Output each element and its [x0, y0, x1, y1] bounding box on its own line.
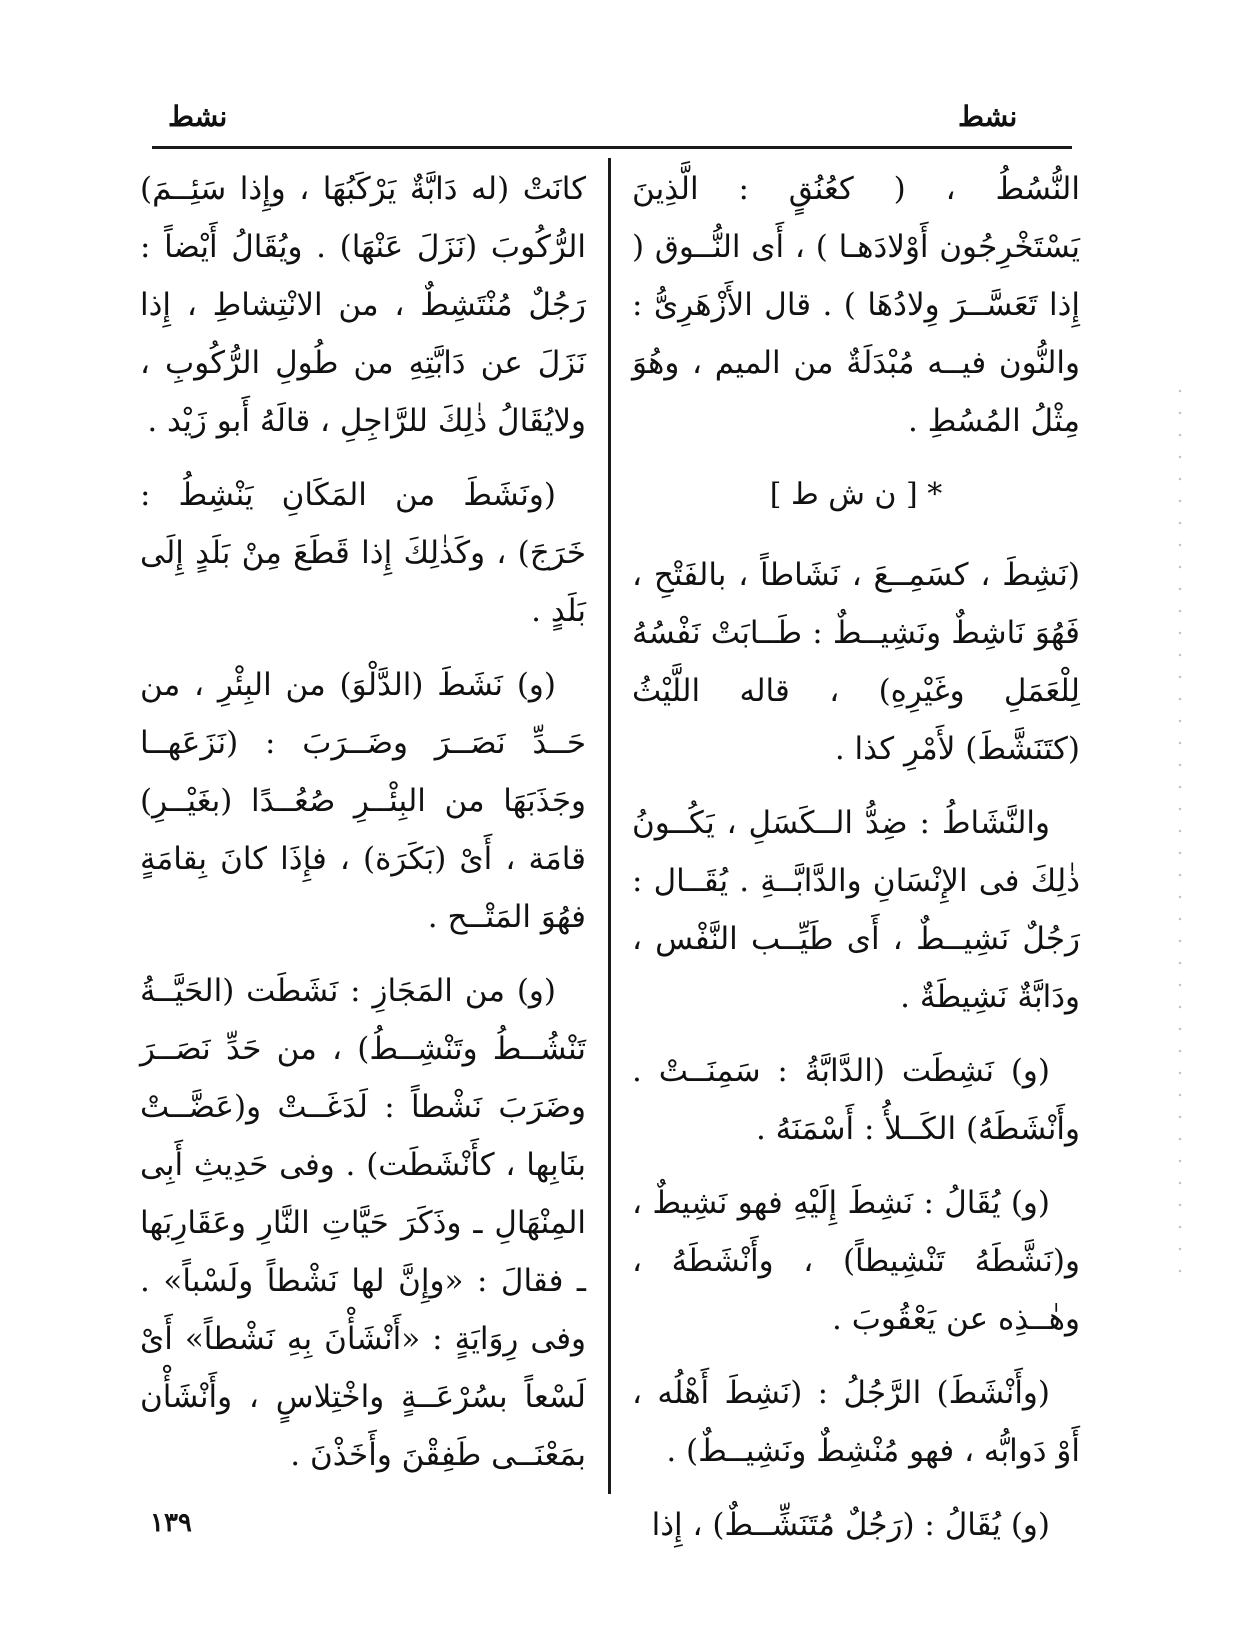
paragraph-nashita: (نَشِطَ ، كسَمِــعَ ، نَشَاطاً ، بالفَتْحِ ، فَهُوَ نَاشِطٌ ونَشِيــطٌ : طَــابَتْ نَفْسُهُ لِلْعَمَلِ وغَيْرِهِ) ، قاله اللَّيْثُ (كتَنَشَّطَ) لأَمْرِ كذا .: [632, 557, 1080, 767]
paragraph-nashita-ilayh: (و) يُقَالُ : نَشِطَ إِلَيْهِ فهو نَشِيطٌ ، و(نَشَّطَهُ تَنْشِيطاً) ، وأَنْشَطَهُ ، وهٰــذِه عن يَعْقُوبَ .: [632, 1185, 1080, 1337]
paragraph-anshata: (وأَنْشَطَ) الرَّجُلُ : (نَشِطَ أَهْلُه ، أَوْ دَوابُّه ، فهو مُنْشِطٌ ونَشِيــطٌ) .: [632, 1375, 1080, 1469]
header-keyword-right: نشط: [958, 100, 1018, 133]
header-keyword-left: نشط: [168, 100, 228, 133]
column-divider: [608, 158, 611, 1494]
margin-scan-marks: [1178, 380, 1182, 1280]
paragraph-almajaz: (و) من المَجَازِ : نَشَطَت (الحَيَّــةُ تَنْشُــطُ وتَنْشِــطُ) ، من حَدِّ نَصَــرَ وضَرَبَ نَشْطاً : لَدَغَــتْ و(عَضَّــتْ بنَابِها ، كأَنْشَطَت) . وفى حَدِيثِ أَبِى المِنْهَالِ ـ وذَكَرَ حَيَّاتِ النَّارِ وعَقَارِبَها ـ فقالَ : «وإِنَّ لها نَشْطاً ولَسْباً» . وفى رِوَايَةٍ : «أَنْشَأْنَ بِهِ نَشْطاً» أَىْ لَسْعاً بسُرْعَــةٍ واخْتِلاسٍ ، وأَنْشَأْن بمَعْنَــى طَفِقْنَ وأَخَذْنَ .: [140, 973, 586, 1473]
paragraph-nusut: النُّسُطُ ، ( كعُنُقٍ : الَّذِينَ يَسْتَخْرِجُون أَوْلادَهـا ) ، أَى النُّــوق ( إِذا تَعَسَّــرَ وِلادُهَا ) . قال الأَزْهَرِىُّ : والنُّون فيــه مُبْدَلَةٌ من الميم ، وهُوَ مِثْلُ المُسُطِ .: [632, 171, 1080, 439]
paragraph-nashata-min-almakan: (ونَشَطَ من المَكَانِ يَنْشِطُ : خَرَجَ) ، وكَذٰلِكَ إِذا قَطَعَ مِنْ بَلَدٍ إِلَى بَلَدٍ .: [140, 477, 586, 629]
right-column: [632, 160, 1080, 1570]
entry-heading: * [ ن ش ط ]: [769, 477, 943, 512]
paragraph-kanat: كانَتْ (له دَابَّةٌ يَرْكَبُهَا ، وإِذا سَئِــمَ) الرُّكُوبَ (نَزَلَ عَنْهَا) . ويُقَالُ أَيْضاً : رَجُلٌ مُنْتَشِطٌ ، من الانْتِشاطِ ، إِذا نَزَلَ عن دَابَّتِهِ من طُولِ الرُّكُوبِ ، ولايُقَالُ ذٰلِكَ للرَّاجِلِ ، قالَهُ أَبو زَيْد .: [140, 171, 586, 439]
header-rule: [152, 146, 1072, 149]
page-number: ١٣٩: [150, 1508, 192, 1538]
paragraph-nashata-addalw: (و) نَشَطَ (الدَّلْوَ) من البِئْرِ ، من حَــدِّ نَصَــرَ وضَــرَبَ : (نَزَعَهــا وجَذَبَهَا من البِئْــرِ صُعُــدًا (بغَيْــرِ) قامَة ، أَىْ (بَكَرَة) ، فإِذَا كانَ بِقامَةٍ فهُوَ المَتْــح .: [140, 667, 586, 935]
paragraph-nashitat-addabba: (و) نَشِطَت (الدَّابَّةُ : سَمِنَــتْ . وأَنْشَطَهُ) الكَــلأُ : أَسْمَنَهُ .: [632, 1053, 1080, 1147]
paragraph-mutanashshit: (و) يُقَالُ : (رَجُلٌ مُتَنَشِّــطٌ) ، إِذا: [651, 1507, 1050, 1543]
paragraph-nashat: والنَّشَاطُ : ضِدُّ الــكَسَلِ ، يَكُــونُ ذٰلِكَ فى الإِنْسَانِ والدَّابَّــةِ . يُقَــال : رَجُلٌ نَشِيــطٌ ، أَى طَيِّــب النَّفْس ، ودَابَّةٌ نَشِيطَةٌ .: [632, 805, 1080, 1015]
left-column: [140, 160, 586, 1500]
